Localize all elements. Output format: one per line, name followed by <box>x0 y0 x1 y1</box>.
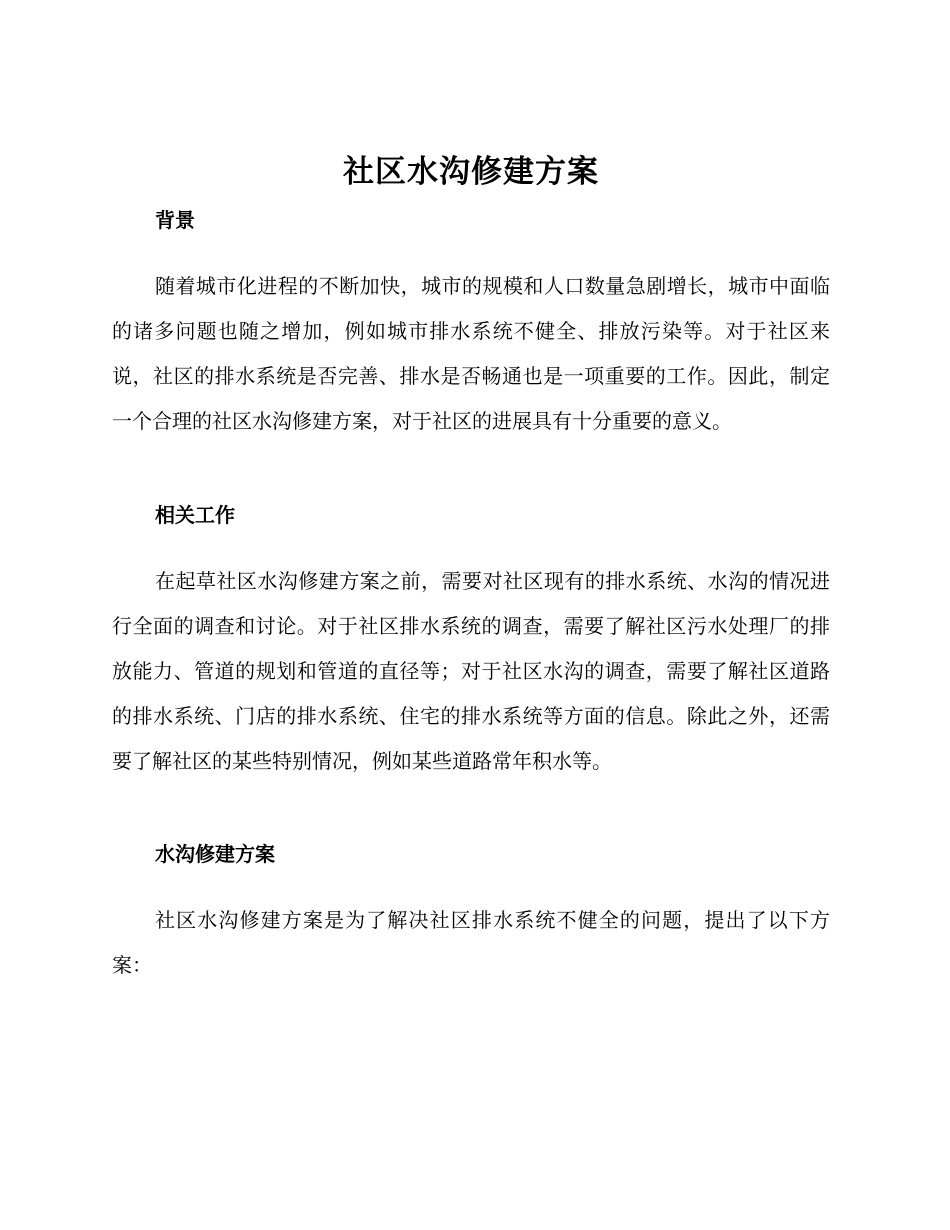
section-paragraph: 随着城市化进程的不断加快，城市的规模和人口数量急剧增长，城市中面临的诸多问题也随之增加，例如城市排水系统不健全、排放污染等。对于社区来说，社区的排水系统是否完善、排水是否畅通也是一项重要的工作。因此，制定一个合理的社区水沟修建方案，对于社区的进展具有十分重要的意义。 <box>112 274 830 433</box>
section-ditch-plan <box>112 840 830 988</box>
section-heading: 水沟修建方案 <box>155 842 275 866</box>
section-paragraph: 社区水沟修建方案是为了解决社区排水系统不健全的问题，提出了以下方案： <box>112 908 830 977</box>
section-background <box>112 206 830 444</box>
section-heading: 相关工作 <box>155 503 235 527</box>
section-paragraph: 在起草社区水沟修建方案之前，需要对社区现有的排水系统、水沟的情况进行全面的调查和讨论。对于社区排水系统的调查，需要了解社区污水处理厂的排放能力、管道的规划和管道的直径等；对于社区水沟的调查，需要了解社区道路的排水系统、门店的排水系统、住宅的排水系统等方面的信息。除此之外，还需要了解社区的某些特别情况，例如某些道路常年积水等。 <box>112 569 830 773</box>
document-title: 社区水沟修建方案 <box>343 154 599 190</box>
section-heading: 背景 <box>155 208 195 232</box>
section-related-work <box>112 501 830 784</box>
